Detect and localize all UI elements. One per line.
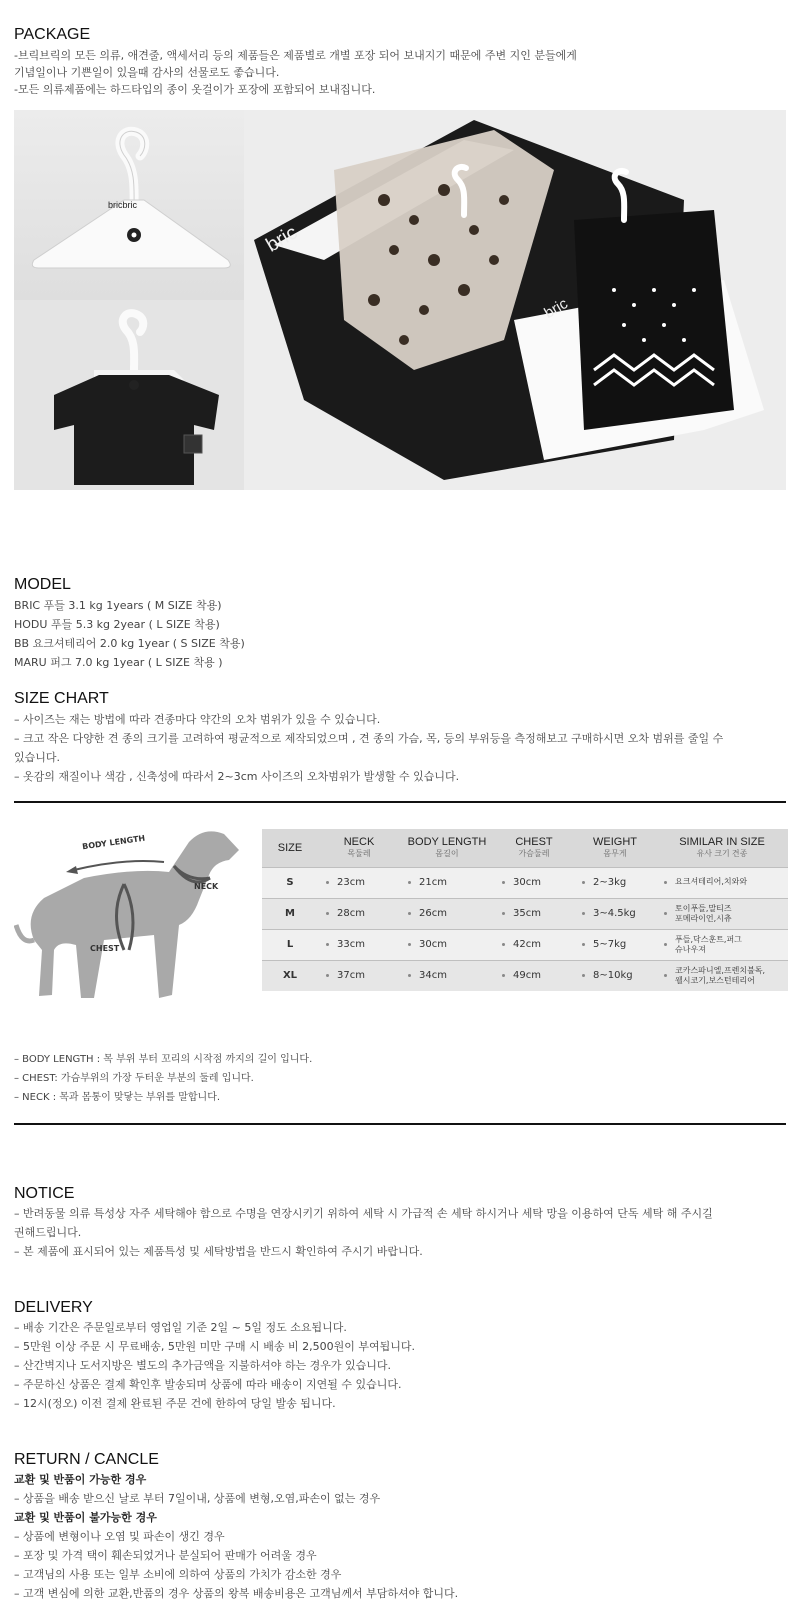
chest-label: CHEST xyxy=(90,944,120,953)
delivery-line: – 12시(정오) 이전 결제 완료된 주문 건에 한하여 당일 발송 됩니다. xyxy=(14,1397,336,1410)
notice-line: – 반려동물 의류 특성상 자주 세탁해야 함으로 수명을 연장시키기 위하여 세탁 시 가급적 손 세탁 하시거나 세탁 망을 이용하여 단독 세탁 해 주시길 xyxy=(14,1207,713,1220)
notice-line: – 본 제품에 표시되어 있는 제품특성 및 세탁방법을 반드시 확인하여 주시기 바랍니다. xyxy=(14,1245,423,1258)
table-row xyxy=(262,929,788,960)
cell-chest: 30cm xyxy=(494,867,574,898)
divider xyxy=(14,801,786,803)
box-logo-2: bric xyxy=(541,295,571,322)
note-line: – CHEST: 가슴부위의 가장 두터운 부분의 둘레 입니다. xyxy=(14,1073,254,1084)
cell-neck: 33cm xyxy=(318,929,400,960)
cell-weight: 5~7kg xyxy=(574,929,656,960)
notice-line: 권해드립니다. xyxy=(14,1226,82,1239)
size-notes xyxy=(14,1050,312,1107)
note-line: – BODY LENGTH : 목 부위 부터 꼬리의 시작점 까지의 길이 입니다. xyxy=(14,1054,313,1065)
notice-title: NOTICE xyxy=(14,1185,75,1202)
return-line: – 포장 및 가격 택이 훼손되었거나 분실되어 판매가 어려울 경우 xyxy=(14,1549,317,1562)
model-text xyxy=(14,596,245,672)
size-chart-line: 있습니다. xyxy=(14,751,61,764)
package-line: -모든 의류제품에는 하드타입의 종이 옷걸이가 포장에 포함되어 보내집니다. xyxy=(14,83,376,96)
table-row xyxy=(262,867,788,898)
cell-chest: 42cm xyxy=(494,929,574,960)
delivery-line: – 배송 기간은 주문일로부터 영업일 기준 2일 ~ 5일 정도 소요됩니다. xyxy=(14,1321,347,1334)
header-weight: WEIGHT 몸무게 xyxy=(574,829,656,867)
header-neck: NECK 목둘레 xyxy=(318,829,400,867)
note-line: – NECK : 목과 몸통이 맞닿는 부위를 말합니다. xyxy=(14,1092,221,1103)
cell-size: XL xyxy=(262,960,318,991)
cell-chest: 49cm xyxy=(494,960,574,991)
table-row xyxy=(262,960,788,991)
model-line: HODU 푸들 5.3 kg 2year ( L SIZE 착용) xyxy=(14,618,220,631)
header-chest: CHEST 가슴둘레 xyxy=(494,829,574,867)
return-line: – 고객님의 사용 또는 일부 소비에 의하여 상품의 가치가 감소한 경우 xyxy=(14,1568,342,1581)
shirt-photo xyxy=(14,300,244,490)
cell-chest: 35cm xyxy=(494,898,574,929)
return-line: – 고객 변심에 의한 교환,반품의 경우 상품의 왕복 배송비용은 고객님께서 부담하셔야 합니다. xyxy=(14,1587,459,1600)
return-impossible-heading: 교환 및 반품이 불가능한 경우 xyxy=(14,1511,157,1524)
size-chart-line: – 사이즈는 재는 방법에 따라 견종마다 약간의 오차 범위가 있을 수 있습니다. xyxy=(14,713,381,726)
delivery-line: – 5만원 이상 주문 시 무료배송, 5만원 미만 구매 시 배송 비 2,500원이 부여됩니다. xyxy=(14,1340,415,1353)
cell-body: 34cm xyxy=(400,960,494,991)
cell-size: M xyxy=(262,898,318,929)
shirt-icon xyxy=(14,300,244,490)
return-title: RETURN / CANCLE xyxy=(14,1451,159,1468)
return-possible-heading: 교환 및 반품이 가능한 경우 xyxy=(14,1473,147,1486)
return-line: – 상품을 배송 받으신 날로 부터 7일이내, 상품에 변형,오염,파손이 없는 경우 xyxy=(14,1492,381,1505)
gift-box-icon xyxy=(244,110,786,490)
neck-label: NECK xyxy=(194,882,219,891)
hanger-logo: bricbric xyxy=(108,200,138,210)
package-line: -브릭브릭의 모든 의류, 애견줄, 액세서리 등의 제품들은 제품별로 개별 포장 되어 보내지기 때문에 주변 지인 분들에게 xyxy=(14,49,577,62)
size-chart-text xyxy=(14,710,723,786)
package-line: 기념일이나 기쁜일이 있을때 감사의 선물로도 좋습니다. xyxy=(14,66,280,79)
header-size: SIZE xyxy=(262,829,318,867)
delivery-line: – 주문하신 상품은 결제 확인후 발송되며 상품에 따라 배송이 지연될 수 있습니다. xyxy=(14,1378,402,1391)
header-body-length: BODY LENGTH 몸길이 xyxy=(400,829,494,867)
box-photo xyxy=(244,110,786,490)
cell-weight: 3~4.5kg xyxy=(574,898,656,929)
cell-neck: 23cm xyxy=(318,867,400,898)
size-chart-line: – 옷감의 재질이나 색감 , 신축성에 따라서 2~3cm 사이즈의 오차범위가 발생할 수 있습니다. xyxy=(14,770,460,783)
cell-similar: 토이푸들,말티즈 포메라이언,시츄 xyxy=(656,898,788,929)
delivery-text xyxy=(14,1318,415,1413)
model-title: MODEL xyxy=(14,576,71,593)
size-table-header-row xyxy=(262,829,788,867)
cell-body: 30cm xyxy=(400,929,494,960)
model-line: MARU 퍼그 7.0 kg 1year ( L SIZE 착용 ) xyxy=(14,656,223,669)
dog-diagram xyxy=(14,820,254,1010)
cell-neck: 37cm xyxy=(318,960,400,991)
cell-weight: 2~3kg xyxy=(574,867,656,898)
table-row xyxy=(262,898,788,929)
cell-body: 21cm xyxy=(400,867,494,898)
size-chart-line: – 크고 작은 다양한 견 종의 크기를 고려하여 평균적으로 제작되었으며 , 견 종의 가슴, 목, 등의 부위등을 측정해보고 구매하시면 오차 범위를 줄일 수 xyxy=(14,732,724,745)
package-text xyxy=(14,47,577,98)
package-title: PACKAGE xyxy=(14,26,91,43)
cell-size: L xyxy=(262,929,318,960)
model-line: BB 요크셔테리어 2.0 kg 1year ( S SIZE 착용) xyxy=(14,637,245,650)
notice-text xyxy=(14,1204,713,1261)
return-line: – 상품에 변형이나 오염 및 파손이 생긴 경우 xyxy=(14,1530,225,1543)
size-table xyxy=(262,829,788,991)
divider xyxy=(14,1123,786,1125)
cell-similar: 코카스파니엘,프렌치불독, 웰시코기,보스턴테리어 xyxy=(656,960,788,991)
hanger-photo xyxy=(14,110,244,300)
cell-similar: 푸들,닥스훈트,퍼그 슈나우져 xyxy=(656,929,788,960)
delivery-line: – 산간벽지나 도서지방은 별도의 추가금액을 지불하셔야 하는 경우가 있습니다. xyxy=(14,1359,391,1372)
cell-neck: 28cm xyxy=(318,898,400,929)
cell-body: 26cm xyxy=(400,898,494,929)
header-similar: SIMILAR IN SIZE 유사 크기 견종 xyxy=(656,829,788,867)
dog-icon xyxy=(14,820,254,1010)
size-chart-title: SIZE CHART xyxy=(14,690,109,707)
model-line: BRIC 푸들 3.1 kg 1years ( M SIZE 착용) xyxy=(14,599,222,612)
body-length-label: BODY LENGTH xyxy=(81,833,146,852)
delivery-title: DELIVERY xyxy=(14,1299,93,1316)
cell-similar: 요크셔테리어,치와와 xyxy=(656,867,788,898)
box-logo-1: bric xyxy=(262,221,302,257)
return-text xyxy=(14,1470,458,1602)
cell-size: S xyxy=(262,867,318,898)
cell-weight: 8~10kg xyxy=(574,960,656,991)
